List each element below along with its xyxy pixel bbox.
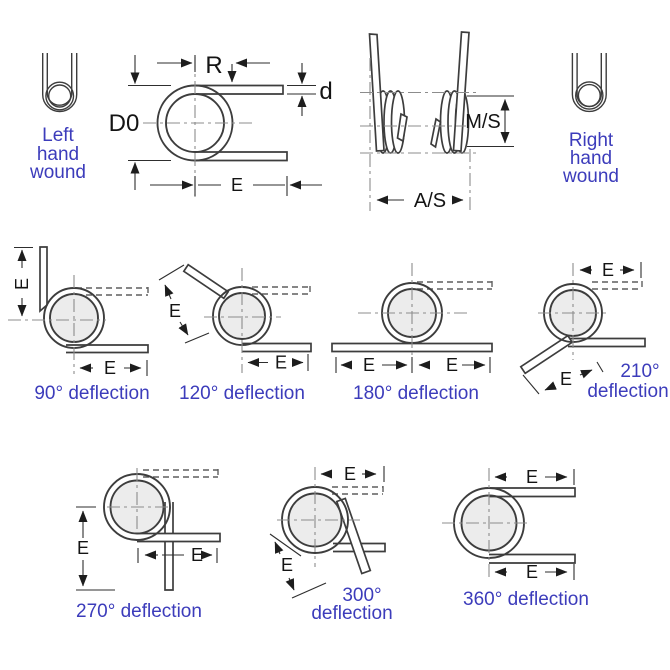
leg-length-label: E	[12, 277, 32, 291]
dimension-e-right	[419, 355, 490, 375]
leg-length-label: E	[601, 260, 615, 280]
right-hand-wound-icon	[562, 53, 619, 187]
right-wound-label-line2: hand	[569, 148, 613, 169]
dimension-e-top	[580, 260, 641, 280]
leg-length-label: E	[274, 352, 288, 373]
dimension-e-horizontal	[80, 358, 147, 378]
left-wound-label-line3: wound	[30, 162, 86, 183]
body-length-label: M/S	[465, 111, 501, 133]
leg-length-label: E	[525, 467, 539, 487]
left-wound-label-line1: Left	[42, 125, 74, 146]
leg-length-label: E	[76, 538, 90, 558]
dimension-e-vertical	[12, 248, 33, 317]
leg-length-label: E	[230, 175, 244, 195]
side-view-diagram	[360, 32, 514, 212]
deflection-90-label: 90° deflection	[34, 383, 150, 404]
deflection-270-diagram	[76, 468, 220, 622]
deflection-210-label-line1: 210°	[620, 361, 660, 382]
leg-length-label: E	[103, 358, 117, 378]
leg-length-label: E	[362, 355, 376, 375]
dimension-ms	[465, 96, 514, 147]
deflection-180-label: 180° deflection	[353, 383, 479, 404]
dimension-e-main	[150, 175, 322, 196]
leg-length-label: E	[525, 562, 539, 582]
deflection-210-label-line2: deflection	[587, 381, 669, 402]
dimension-e-horizontal	[138, 545, 217, 565]
right-wound-label-line1: Right	[568, 130, 614, 151]
dimension-r	[157, 52, 270, 82]
leg-length-label: E	[445, 355, 459, 375]
right-wound-label-line3: wound	[563, 166, 619, 187]
left-hand-wound-icon	[29, 53, 86, 183]
leg-length-label: E	[280, 555, 294, 575]
leg-length-label: E	[559, 369, 573, 389]
leg-length-label: E	[168, 301, 182, 321]
left-coil-body	[370, 34, 408, 153]
deflection-270-label: 270° deflection	[76, 601, 202, 622]
dimension-e-bottom	[495, 562, 574, 582]
deflection-120-label: 120° deflection	[179, 383, 305, 404]
dimension-e-horizontal	[248, 353, 308, 373]
deflection-180-diagram	[332, 263, 492, 404]
deflection-120-diagram	[159, 265, 311, 404]
deflection-300-label-line2: deflection	[311, 603, 393, 624]
leg-length-label: E	[190, 545, 204, 565]
dimension-e-top	[321, 464, 384, 484]
radius-label: R	[205, 52, 223, 79]
left-wound-label-line2: hand	[36, 144, 80, 165]
outer-diameter-label: D0	[108, 110, 140, 137]
dimension-e-left	[336, 355, 412, 375]
dimension-d	[287, 63, 333, 116]
dimension-e-vertical	[76, 507, 115, 590]
dimension-as	[377, 190, 463, 212]
deflection-90-diagram	[8, 247, 150, 404]
main-spring-dimension-diagram	[109, 52, 333, 197]
deflection-300-label-line1: 300°	[342, 585, 382, 606]
deflection-300-diagram	[270, 464, 393, 624]
deflection-360-label: 360° deflection	[463, 589, 589, 610]
wire-diameter-label: d	[319, 78, 333, 105]
across-legs-label: A/S	[413, 190, 447, 212]
leg-length-label: E	[343, 464, 357, 484]
dimension-e-top	[495, 467, 574, 487]
deflection-210-diagram	[521, 260, 669, 402]
deflection-360-diagram	[442, 467, 589, 610]
